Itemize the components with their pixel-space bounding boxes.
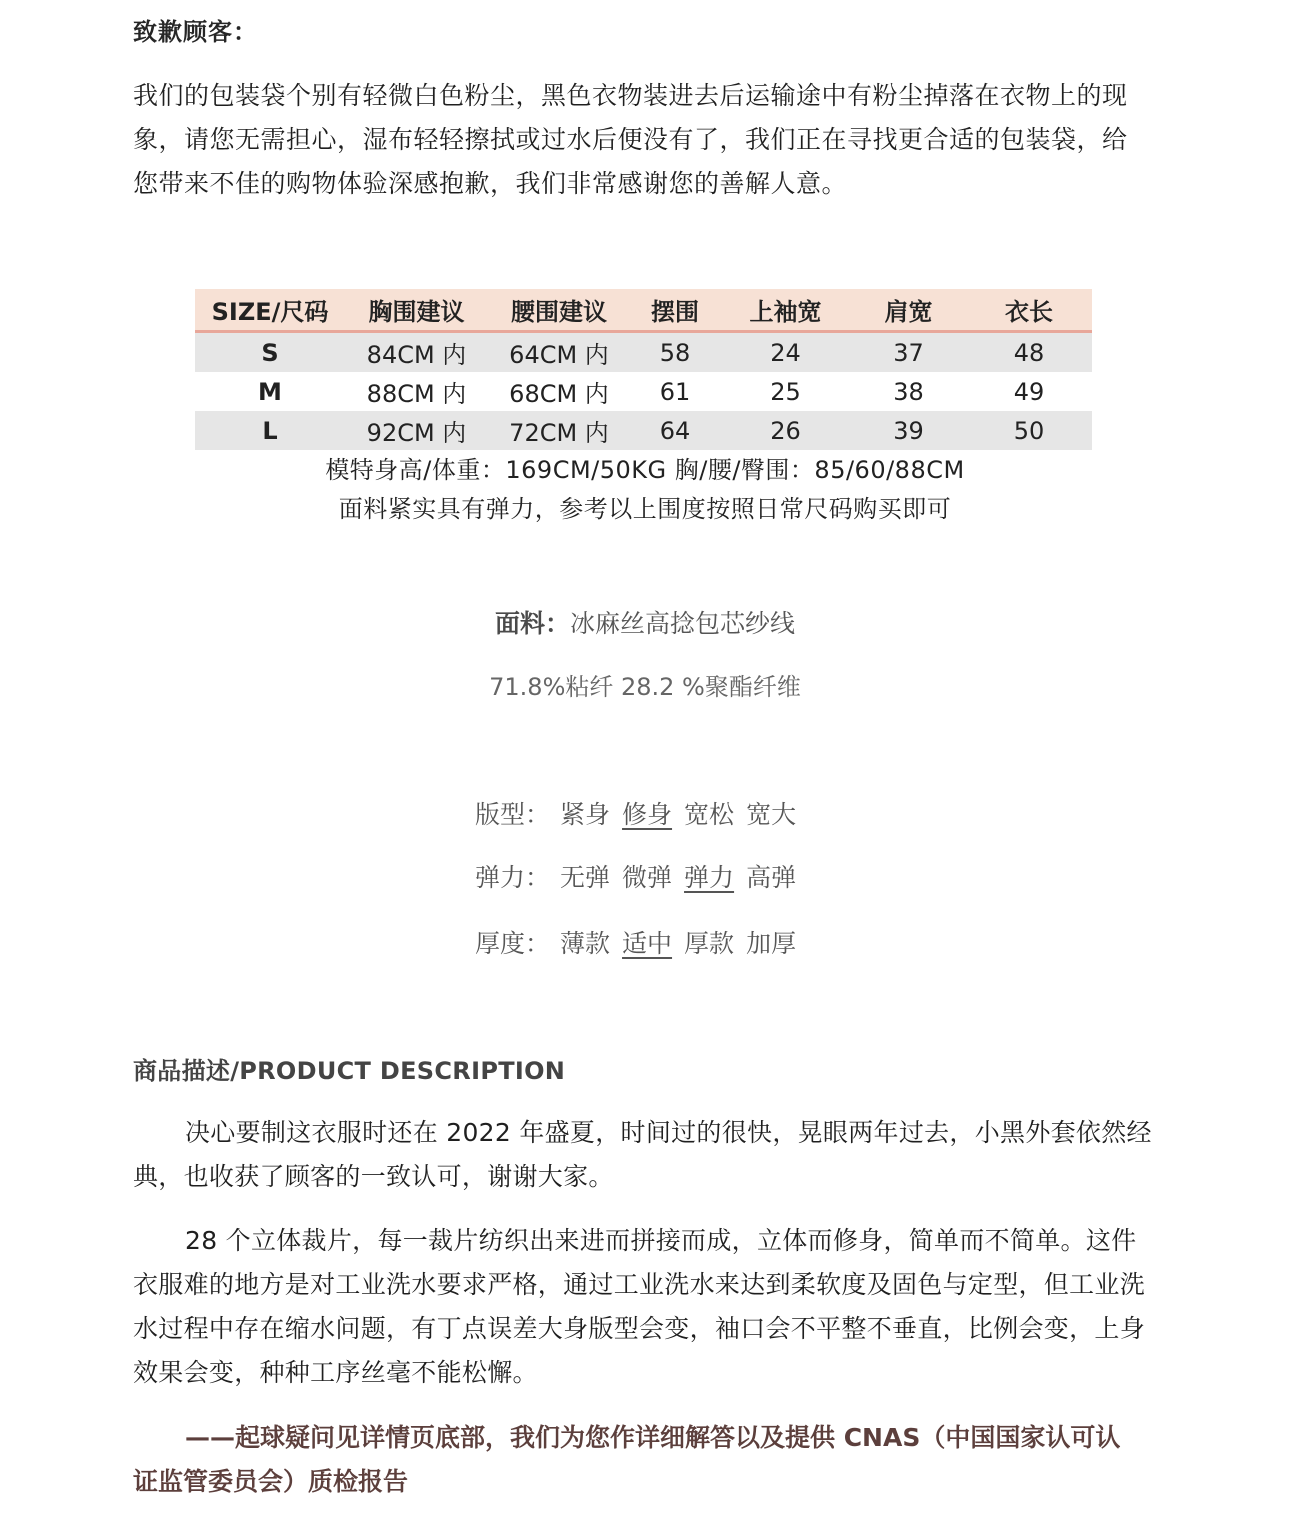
- header-size: SIZE/尺码: [195, 289, 345, 332]
- table-cell: 88CM 内: [366, 380, 467, 408]
- model-info: 模特身高/体重：169CM/50KG 胸/腰/臀围：85/60/88CM: [325, 456, 965, 484]
- table-row: [195, 332, 1092, 373]
- table-cell: 92CM 内: [366, 419, 467, 447]
- table-cell: 64CM 内: [509, 341, 609, 369]
- description-paragraph: 28 个立体裁片，每一裁片纺织出来进而拼接而成，立体而修身，简单而不简单。这件衣服难的地方是对工业洗水要求严格，通过工业洗水来达到柔软度及固色与定型，但工业洗水过程中存在缩水问题，有丁点误差大身版型会变，袖口会不平整不垂直，比例会变，上身效果会变，种种工序丝毫不能松懈。: [133, 1226, 1146, 1387]
- attribute-option: 厚款: [684, 929, 735, 958]
- attribute-label: 版型：: [475, 800, 551, 829]
- table-cell: 50: [1013, 416, 1045, 445]
- size-table: [195, 289, 1092, 450]
- attribute-stretch: [475, 858, 808, 894]
- apology-title: 致歉顾客：: [133, 18, 258, 46]
- header-shoulder: 肩宽: [851, 289, 966, 332]
- table-row: [195, 411, 1092, 450]
- table-cell: 58: [659, 338, 691, 367]
- table-cell: 84CM 内: [366, 341, 467, 369]
- table-row: [195, 372, 1092, 411]
- header-waist: 腰围建议: [488, 289, 630, 332]
- header-sleeve: 上袖宽: [720, 289, 851, 332]
- attribute-thickness: [475, 924, 808, 960]
- attribute-option: 高弹: [746, 863, 797, 892]
- fabric-composition: 71.8%粘纤 28.2 %聚酯纤维: [489, 673, 801, 701]
- table-cell: 64: [659, 416, 691, 445]
- attribute-option-selected: 适中: [622, 929, 673, 958]
- attribute-option: 紧身: [560, 800, 611, 829]
- description-paragraph: 决心要制这衣服时还在 2022 年盛夏，时间过的很快，晃眼两年过去，小黑外套依然经典，也收获了顾客的一致认可，谢谢大家。: [133, 1118, 1152, 1191]
- description-highlight: ——起球疑问见详情页底部，我们为您作详细解答以及提供 CNAS（中国国家认可认证监管委员会）质检报告: [133, 1423, 1121, 1496]
- fabric-line: [0, 604, 1290, 640]
- attribute-option: 微弹: [622, 863, 673, 892]
- attribute-option: 无弹: [560, 863, 611, 892]
- size-table-header: [195, 289, 1092, 332]
- attribute-option: 加厚: [746, 929, 797, 958]
- table-cell: 61: [659, 377, 691, 406]
- table-cell: 68CM 内: [509, 380, 609, 408]
- attribute-option: 薄款: [560, 929, 611, 958]
- header-hem: 摆围: [630, 289, 720, 332]
- table-cell: L: [262, 416, 278, 445]
- table-cell: 39: [893, 416, 924, 445]
- table-cell: 49: [1013, 377, 1045, 406]
- header-length: 衣长: [966, 289, 1092, 332]
- attribute-option-selected: 修身: [622, 800, 673, 829]
- header-chest: 胸围建议: [345, 289, 488, 332]
- table-cell: 38: [893, 377, 924, 406]
- apology-body: 我们的包装袋个别有轻微白色粉尘，黑色衣物装进去后运输途中有粉尘掉落在衣物上的现象，请您无需担心，湿布轻轻擦拭或过水后便没有了，我们正在寻找更合适的包装袋，给您带来不佳的购物体验深感抱歉，我们非常感谢您的善解人意。: [133, 81, 1128, 198]
- attribute-label: 厚度：: [475, 929, 551, 958]
- attribute-option: 宽松: [684, 800, 735, 829]
- table-cell: 26: [770, 416, 801, 445]
- description-title: 商品描述/PRODUCT DESCRIPTION: [133, 1057, 566, 1085]
- table-cell: 25: [770, 377, 801, 406]
- attribute-label: 弹力：: [475, 863, 551, 892]
- table-cell: 72CM 内: [509, 419, 609, 447]
- stretch-note: 面料紧实具有弹力，参考以上围度按照日常尺码购买即可: [338, 495, 952, 523]
- table-cell: M: [258, 377, 282, 406]
- fabric-value: 冰麻丝高捻包芯纱线: [570, 609, 796, 638]
- fabric-label: 面料：: [494, 609, 570, 638]
- table-cell: S: [261, 338, 279, 367]
- attribute-option-selected: 弹力: [684, 863, 735, 892]
- table-cell: 48: [1013, 338, 1045, 367]
- attribute-fit: [475, 795, 808, 831]
- attribute-option: 宽大: [746, 800, 797, 829]
- table-cell: 24: [770, 338, 801, 367]
- table-cell: 37: [893, 338, 924, 367]
